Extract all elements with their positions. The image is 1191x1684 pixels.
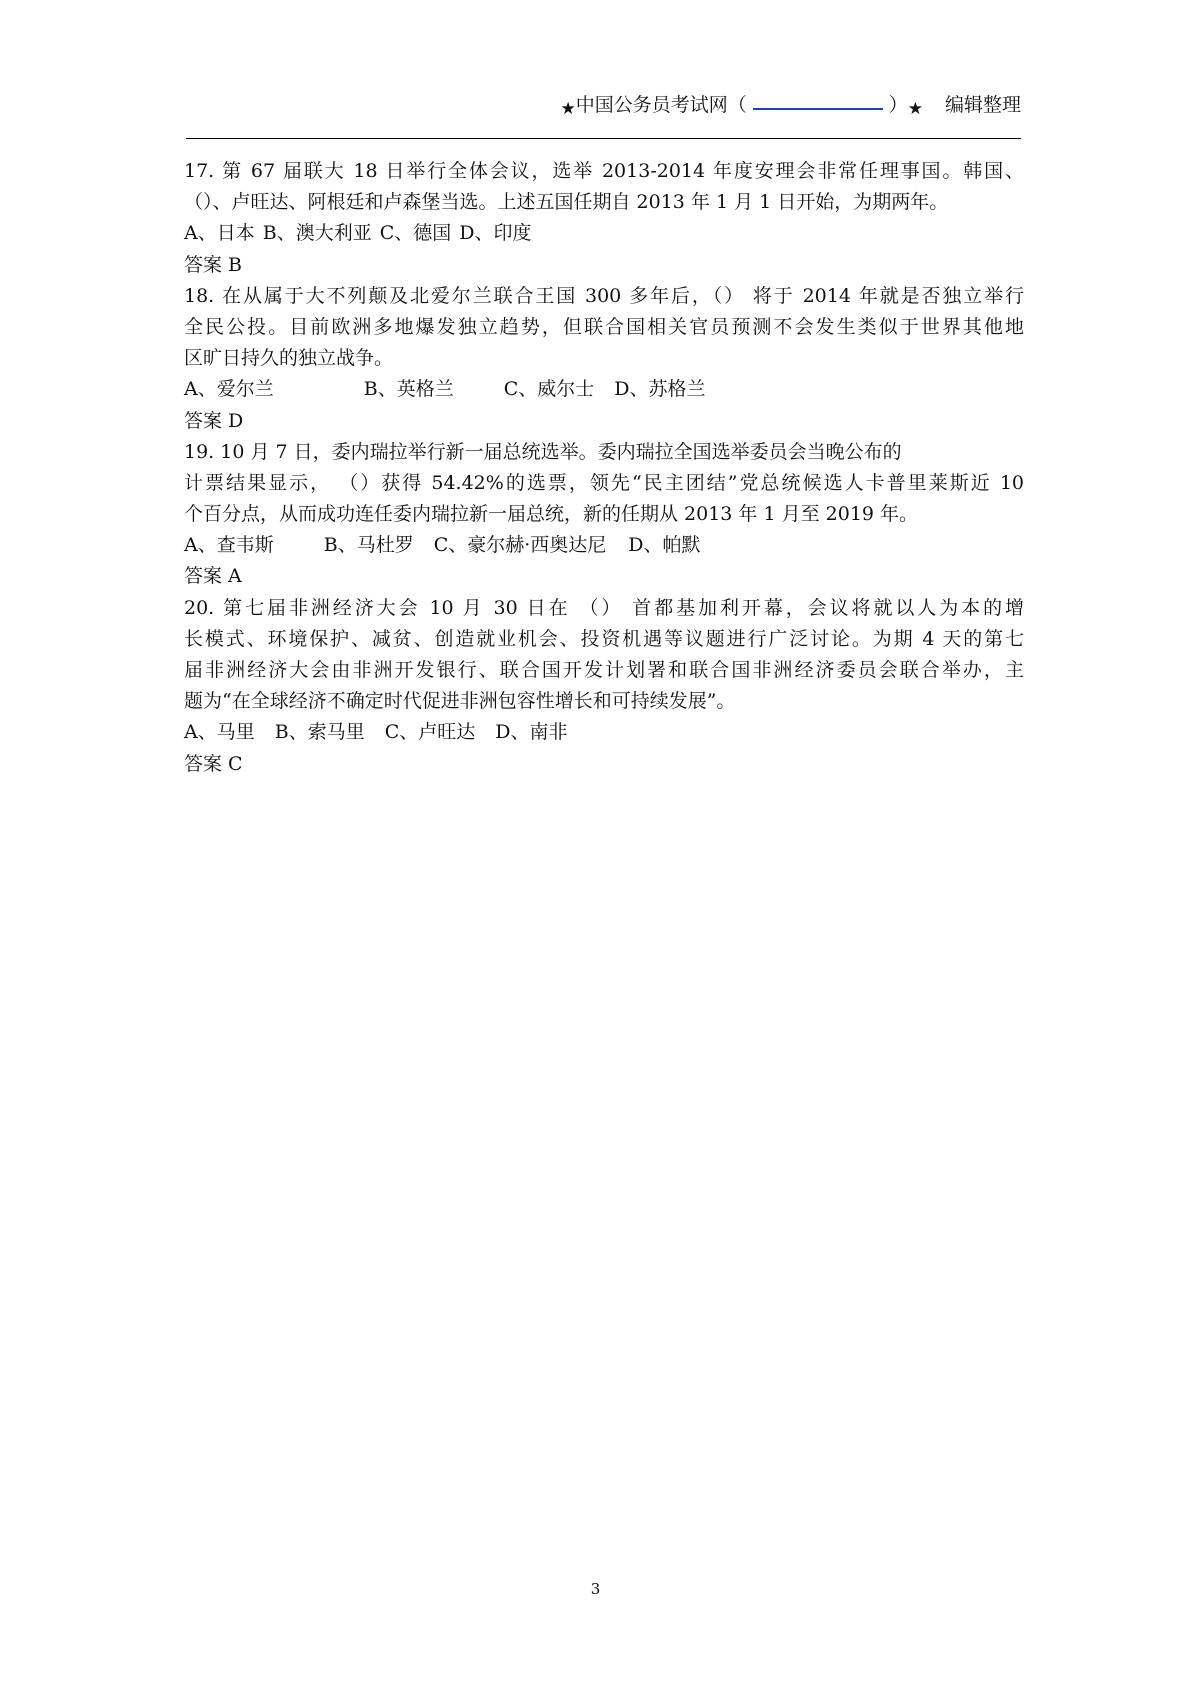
question-text-line: （）、卢旺达、阿根廷和卢森堡当选。上述五国任期自 2013 年 1 月 1 日开始，为期两年。 — [184, 191, 949, 214]
question-text-line: 20. 第七届非洲经济大会 10 月 30 日在 （） 首都基加利开幕，会议将就以人为本的增 — [184, 596, 1024, 619]
option-b: B、索马里 — [274, 721, 365, 744]
question-text-line: 18. 在从属于大不列颠及北爱尔兰联合王国 300 多年后，（） 将于 2014 年就是否独立举行 — [184, 284, 1024, 307]
option-a: A、爱尔兰 — [184, 378, 274, 401]
question-20 — [184, 593, 1024, 780]
option-d: D、帕默 — [628, 534, 701, 557]
question-text-line: 届非洲经济大会由非洲开发银行、联合国开发计划署和联合国非洲经济委员会联合举办，主 — [184, 659, 1024, 681]
header-close-paren: ） — [888, 94, 908, 116]
option-c: C、德国 — [379, 222, 452, 245]
star-icon: ★ — [560, 99, 576, 119]
header-site-name: 中国公务员考试网（ — [575, 94, 747, 116]
options-row — [184, 530, 1024, 561]
option-a: A、马里 — [184, 721, 255, 744]
question-text-line: 17. 第 67 届联大 18 日举行全体会议，选举 2013-2014 年度安理会非常任理事国。韩国、 — [184, 160, 1024, 182]
page-header — [186, 90, 1021, 120]
option-c: C、威尔士 — [503, 378, 595, 401]
answer: 答案 C — [184, 752, 243, 775]
answer: 答案 A — [184, 565, 242, 588]
question-19 — [184, 437, 1024, 593]
question-text-line: 题为“在全球经济不确定时代促进非洲包容性增长和可持续发展”。 — [184, 690, 736, 713]
header-editor: 编辑整理 — [944, 94, 1021, 116]
option-c: C、卢旺达 — [384, 721, 476, 744]
header-rule — [186, 138, 1021, 139]
option-b: B、英格兰 — [363, 378, 454, 401]
option-b: B、澳大利亚 — [262, 222, 372, 245]
answer: 答案 D — [184, 409, 244, 432]
option-d: D、印度 — [459, 222, 532, 245]
option-b: B、马杜罗 — [323, 534, 414, 557]
question-text-line: 区旷日持久的独立战争。 — [184, 347, 394, 370]
question-text-line: 19. 10 月 7 日，委内瑞拉举行新一届总统选举。委内瑞拉全国选举委员会当晚公布的 — [184, 440, 902, 463]
option-c: C、豪尔赫·西奥达尼 — [433, 534, 607, 557]
question-text-line: 长模式、环境保护、减贫、创造就业机会、投资机遇等议题进行广泛讨论。为期 4 天的第七 — [184, 627, 1024, 650]
question-text-line: 计票结果显示， （）获得 54.42%的选票，领先“民主团结”党总统候选人卡普里莱斯近 10 — [184, 471, 1024, 494]
answer: 答案 B — [184, 253, 243, 276]
star-icon: ★ — [907, 99, 923, 119]
option-d: D、南非 — [495, 721, 568, 744]
question-17 — [184, 156, 1024, 281]
option-a: A、日本 — [184, 222, 255, 245]
header-link-blank[interactable] — [753, 94, 883, 110]
question-text-line: 个百分点，从而成功连任委内瑞拉新一届总统，新的任期从 2013 年 1 月至 2019 年。 — [184, 503, 919, 526]
option-a: A、查韦斯 — [184, 534, 274, 557]
page-number: 3 — [590, 1580, 601, 1598]
options-row — [184, 717, 1024, 748]
question-list — [184, 156, 1024, 780]
question-18 — [184, 281, 1024, 437]
options-row — [184, 218, 1024, 249]
question-text-line: 全民公投。目前欧洲多地爆发独立趋势，但联合国相关官员预测不会发生类似于世界其他地 — [184, 315, 1024, 338]
option-d: D、苏格兰 — [614, 378, 706, 401]
options-row — [184, 374, 1024, 405]
